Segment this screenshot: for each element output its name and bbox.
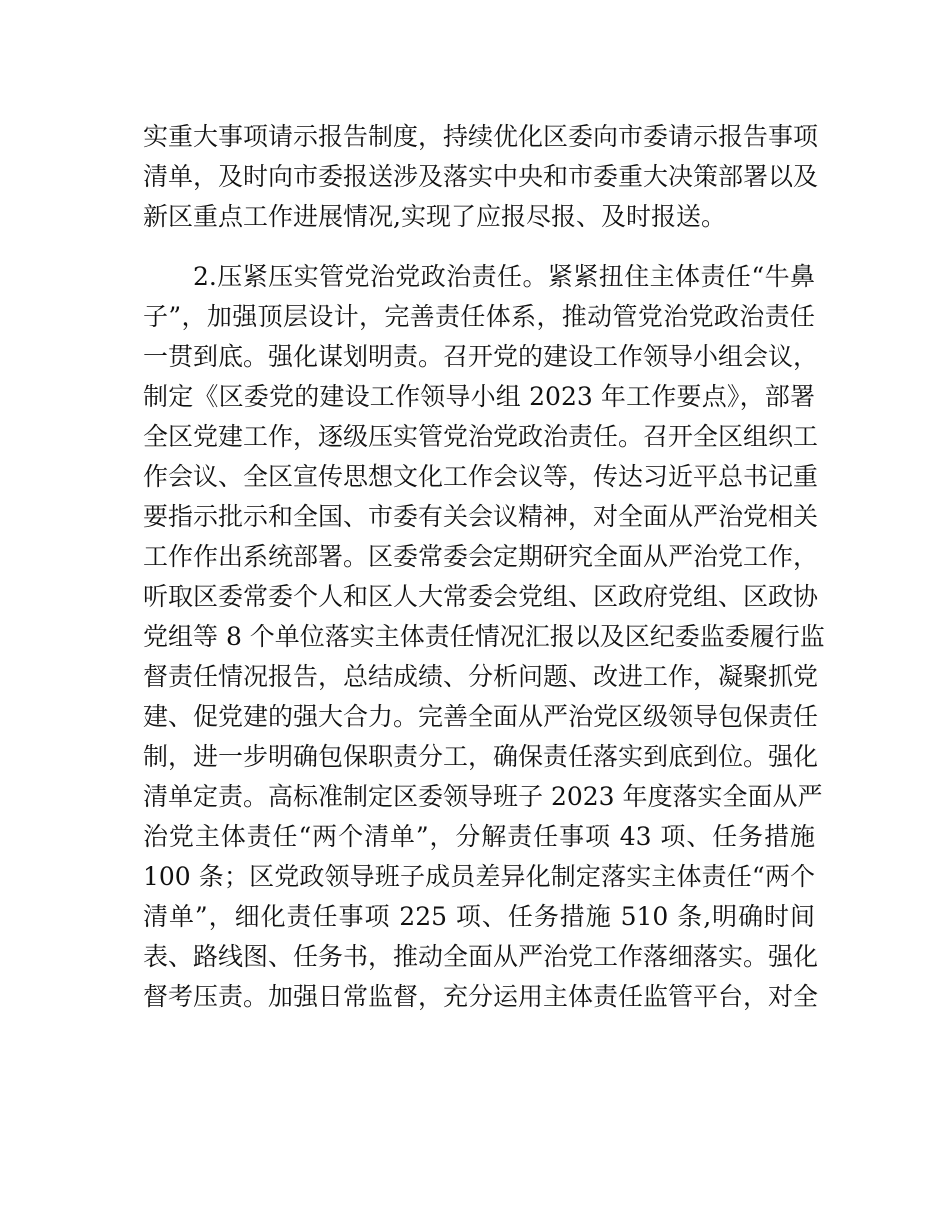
text-line: 制，进一步明确包保职责分工，确保责任落实到底到位。强化 <box>143 742 819 771</box>
text-line: 新区重点工作进展情况,实现了应报尽报、及时报送。 <box>143 202 726 231</box>
text-line: 制定《区委党的建设工作领导小组 2023 年工作要点》，部署 <box>143 382 815 411</box>
text-line: 督责任情况报告，总结成绩、分析问题、改进工作，凝聚抓党 <box>143 662 819 691</box>
text-line: 子”，加强顶层设计，完善责任体系，推动管党治党政治责任 <box>143 302 815 331</box>
text-line: 作会议、全区宣传思想文化工作会议等，传达习近平总书记重 <box>143 462 819 491</box>
text-line: 要指示批示和全国、市委有关会议精神，对全面从严治党相关 <box>143 502 819 531</box>
text-line: 一贯到底。强化谋划明责。召开党的建设工作领导小组会议， <box>143 342 819 371</box>
text-line: 听取区委常委个人和区人大常委会党组、区政府党组、区政协 <box>143 582 819 611</box>
text-line: 表、路线图、任务书，推动全面从严治党工作落细落实。强化 <box>143 942 819 971</box>
text-line: 建、促党建的强大合力。完善全面从严治党区级领导包保责任 <box>143 702 819 731</box>
text-line: 工作作出系统部署。区委常委会定期研究全面从严治党工作， <box>143 542 819 571</box>
text-line: 党组等 8 个单位落实主体责任情况汇报以及区纪委监委履行监 <box>143 622 825 651</box>
text-line: 清单定责。高标准制定区委领导班子 2023 年度落实全面从严 <box>143 782 823 811</box>
text-line: 督考压责。加强日常监督，充分运用主体责任监管平台，对全 <box>143 982 819 1011</box>
text-line: 实重大事项请示报告制度，持续优化区委向市委请示报告事项 <box>143 122 819 151</box>
text-line: 100 条；区党政领导班子成员差异化制定落实主体责任“两个 <box>143 862 815 891</box>
text-line: 治党主体责任“两个清单”，分解责任事项 43 项、任务措施 <box>143 822 815 851</box>
text-line: 清单”，细化责任事项 225 项、任务措施 510 条,明确时间 <box>143 902 815 931</box>
section-heading-line: 2.压紧压实管党治党政治责任。紧紧扭住主体责任“牛鼻 <box>193 262 815 291</box>
paragraph-section-2 <box>143 257 825 1017</box>
paragraph-continuation <box>143 117 819 237</box>
text-line: 清单，及时向市委报送涉及落实中央和市委重大决策部署以及 <box>143 162 819 191</box>
text-line: 全区党建工作，逐级压实管党治党政治责任。召开全区组织工 <box>143 422 819 451</box>
